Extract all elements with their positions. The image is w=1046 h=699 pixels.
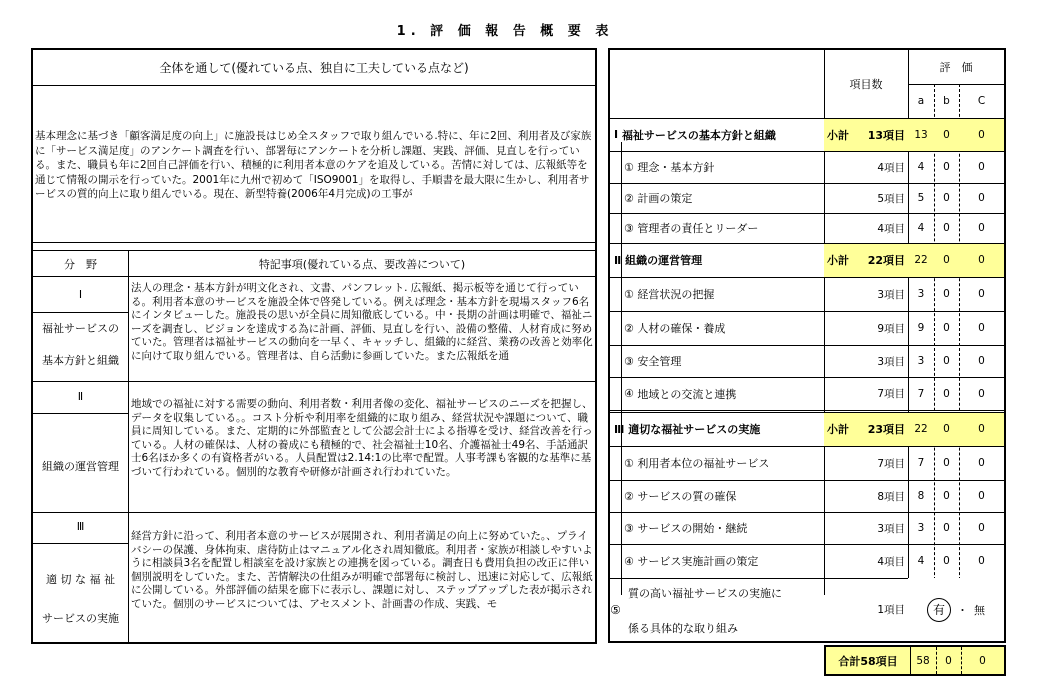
item-2-4 xyxy=(624,377,824,410)
item-3-3-a: 3 xyxy=(917,522,925,534)
selected-yes-mark: 有 xyxy=(927,598,951,622)
category-1-subtotal xyxy=(824,118,908,151)
category-1-numeral: Ⅰ xyxy=(614,128,619,141)
section-1-notes: 法人の理念・基本方針が明文化され、文書、パンフレット. 広報紙、掲示板等を通じて行っている。利用者本意のサービスを施設全体で啓発している。例えば理念・基本方針を現場スタッフ6名にインタビューした。施設長の思いが全員に周知徹底している。中・長期の計画は明確で、福祉ニーズを調査し、ビジョンを達成する為に計画、評価、見直しを行い、設備の整備、人材育成に努めていた。管理者は福祉サービスの動向を一早く、キャッチし、組織的に経営、業務の改善と効率化に向けて取り組んでいる。管理者は、自ら活動に参画していた。また広報紙を通 xyxy=(131,282,593,362)
category-1-a: 13 xyxy=(914,128,928,141)
item-3-1-c: 0 xyxy=(978,457,985,469)
category-3-numeral: Ⅲ xyxy=(614,422,625,436)
category-2-b: 0 xyxy=(943,254,950,266)
item-3-1-b: 0 xyxy=(943,457,950,469)
item-2-3-label: 安全管理 xyxy=(637,355,682,368)
category-3-title xyxy=(614,412,824,446)
section-separator xyxy=(33,512,595,513)
item-2-4-b: 0 xyxy=(943,387,950,400)
row-line xyxy=(610,410,1004,411)
evaluation-header: 評 価 xyxy=(939,61,973,74)
item-2-3-a: 3 xyxy=(917,355,925,367)
item-3-4-no: ④ xyxy=(624,554,634,568)
special-no: ⑤ xyxy=(610,602,621,617)
item-3-3 xyxy=(624,512,824,544)
category-2-numeral: Ⅱ xyxy=(614,253,622,267)
item-3-3-c: 0 xyxy=(978,522,985,534)
item-3-4-a: 4 xyxy=(917,555,925,567)
category-3-subtotal-count: 23項目 xyxy=(867,423,905,436)
item-2-2-b: 0 xyxy=(943,322,950,334)
category-3-label: 適切な福祉サービスの実施 xyxy=(628,423,761,436)
answer-no: 無 xyxy=(974,603,985,617)
subtotal-label: 小計 xyxy=(827,254,849,267)
spacer-row xyxy=(33,243,595,251)
item-1-3-c: 0 xyxy=(978,222,985,234)
section-2-numeral: Ⅱ xyxy=(77,390,84,403)
item-1-1-a: 4 xyxy=(917,161,925,173)
total-b: 0 xyxy=(945,654,952,667)
item-2-2-c: 0 xyxy=(978,322,985,334)
item-3-3-b: 0 xyxy=(943,522,950,534)
item-3-1-no: ① xyxy=(624,456,634,470)
total-row xyxy=(824,645,1006,676)
item-3-3-count: 3項目 xyxy=(877,522,905,535)
item-1-1-c: 0 xyxy=(978,161,985,173)
section-separator xyxy=(33,381,595,382)
category-2-subtotal-count: 22項目 xyxy=(867,254,905,267)
item-2-3 xyxy=(624,345,824,377)
col-b-header: b xyxy=(943,95,950,107)
item-1-3-label: 管理者の責任とリーダー xyxy=(637,222,759,235)
item-2-1 xyxy=(624,277,824,311)
special-label-1: 質の高い福祉サービスの実施に xyxy=(628,587,782,600)
item-1-2-a: 5 xyxy=(917,192,925,204)
item-3-4-count: 4項目 xyxy=(877,555,905,568)
item-1-3-no: ③ xyxy=(624,221,634,235)
category-3-c: 0 xyxy=(978,423,985,435)
item-3-2-b: 0 xyxy=(943,490,950,502)
category-3-a: 22 xyxy=(914,423,928,435)
item-3-4-c: 0 xyxy=(978,555,985,567)
section-1-subline xyxy=(33,312,128,313)
item-2-1-c: 0 xyxy=(978,288,985,300)
item-1-1-b: 0 xyxy=(943,161,950,173)
evaluation-table xyxy=(608,48,1006,643)
section-3-name-1: 適 切 な 福 祉 xyxy=(46,573,115,586)
special-count: 1項目 xyxy=(877,604,905,616)
item-2-3-count: 3項目 xyxy=(877,355,905,368)
item-1-3-count: 4項目 xyxy=(877,222,905,235)
item-1-1-label: 理念・基本方針 xyxy=(637,161,715,174)
item-3-2-c: 0 xyxy=(978,490,985,502)
category-1-label: 福祉サービスの基本方針と組織 xyxy=(621,128,776,142)
section-3-name-2: サービスの実施 xyxy=(42,612,119,625)
overall-text: 基本理念に基づき「顧客満足度の向上」に施設長はじめ全スタッフで取り組んでいる.特に、年に2回、利用者及び家族に「サービス満足度」のアンケート調査を行い、部署毎にアンケートを分析し課題、実践、評価、見直しを行っている。また、職員も年に2回自己評価を行い、積極的に利用者本意のケアを追及している。苦情に対しては、広報紙等を通じて情報の開示を行っていた。2001年に九州で初めて「ISO9001」を取得し、手順書を最大限に生かし、利用者サービスの質的向上に取り組んでいる。現在、新型特養(2006年4月完成)の工事が xyxy=(35,130,592,200)
category-1-c: 0 xyxy=(978,128,985,141)
column-divider xyxy=(128,251,129,642)
item-1-2 xyxy=(624,183,824,213)
item-3-1-label: 利用者本位の福祉サービス xyxy=(637,457,770,470)
item-1-3-a: 4 xyxy=(917,222,925,234)
category-1-subtotal-count: 13項目 xyxy=(867,128,905,142)
item-2-2-count: 9項目 xyxy=(877,322,905,335)
item-2-4-count: 7項目 xyxy=(877,388,905,400)
overall-header: 全体を通して(優れている点、独自に工夫している点など) xyxy=(33,50,595,86)
item-1-1 xyxy=(624,151,824,183)
item-3-1 xyxy=(624,446,824,480)
item-2-2-label: 人材の確保・養成 xyxy=(637,322,726,335)
item-1-3 xyxy=(624,213,824,243)
item-2-1-count: 3項目 xyxy=(877,288,905,301)
col-line-no xyxy=(621,142,622,595)
overall-summary xyxy=(33,86,595,243)
section-3-subline xyxy=(33,543,128,544)
item-2-1-no: ① xyxy=(624,287,634,301)
category-3-subtotal xyxy=(824,412,908,446)
item-1-2-count: 5項目 xyxy=(877,192,905,205)
item-3-1-count: 7項目 xyxy=(877,457,905,470)
section-3-notes: 経営方針に沿って、利用者本意のサービスが展開され、利用者満足の向上に努めていた。、プライバシーの保護、身体拘束、虐待防止はマニュアル化され周知徹底。利用者・家族が相談しやすいように相談員3名を配置し相談室を設け家族との連携を図っている。調査日も費用負担の改正に伴い個別説明をしていた。また、苦情解決の仕組みが明確で部署毎に検討し、迅速に対応して、広報紙に公開している。外部評価の結果を廊下に表示し、課題に対し、ステップアップした表が掲示されていた。個別のサービスについては、アセスメント、計画書の作成、実践、モ xyxy=(131,530,593,610)
overview-panel xyxy=(31,48,597,644)
field-column-header: 分 野 xyxy=(33,251,128,277)
item-3-4-b: 0 xyxy=(943,555,950,567)
section-1-name-2: 基本方針と組織 xyxy=(42,354,119,367)
item-1-2-c: 0 xyxy=(978,192,985,204)
special-label-2: 係る具体的な取り組み xyxy=(628,622,738,635)
category-1-title xyxy=(614,118,824,151)
col-c-header: C xyxy=(977,95,986,107)
answer-separator: ・ xyxy=(957,603,968,617)
item-1-2-no: ② xyxy=(624,191,634,205)
item-2-1-b: 0 xyxy=(943,288,950,300)
subtotal-label: 小計 xyxy=(827,423,849,436)
item-2-4-label: 地域との交流と連携 xyxy=(637,387,737,401)
item-2-3-c: 0 xyxy=(978,355,985,367)
category-3-b: 0 xyxy=(943,423,950,435)
item-1-2-label: 計画の策定 xyxy=(637,192,693,205)
items-count-header: 項目数 xyxy=(849,78,883,91)
item-2-3-no: ③ xyxy=(624,354,634,368)
item-3-3-no: ③ xyxy=(624,521,634,535)
item-2-1-label: 経営状況の把握 xyxy=(637,288,715,301)
subtotal-label: 小計 xyxy=(827,128,849,142)
category-2-label: 組織の運営管理 xyxy=(625,254,703,267)
category-2-title xyxy=(614,243,824,277)
item-1-1-no: ① xyxy=(624,160,634,174)
item-2-4-no: ④ xyxy=(624,387,634,400)
item-3-2-a: 8 xyxy=(917,490,925,502)
total-c: 0 xyxy=(979,654,986,667)
category-2-c: 0 xyxy=(978,254,985,266)
item-2-2 xyxy=(624,311,824,345)
notes-column-header: 特記事項(優れている点、要改善について) xyxy=(129,251,595,277)
section-1-name-1: 福祉サービスの xyxy=(42,322,119,335)
item-3-3-label: サービスの開始・継続 xyxy=(637,522,748,535)
item-3-4 xyxy=(624,544,824,578)
page-title: 1. 評 価 報 告 概 要 表 xyxy=(396,24,614,39)
item-2-2-a: 9 xyxy=(917,322,925,334)
special-answer xyxy=(908,578,1004,641)
item-2-3-b: 0 xyxy=(943,355,950,367)
item-3-4-label: サービス実施計画の策定 xyxy=(637,555,759,568)
section-1-numeral: Ⅰ xyxy=(78,288,83,301)
item-2-2-no: ② xyxy=(624,321,634,335)
section-3-numeral: Ⅲ xyxy=(76,520,85,533)
category-2-subtotal xyxy=(824,243,908,277)
item-3-2-label: サービスの質の確保 xyxy=(637,490,737,503)
item-1-2-b: 0 xyxy=(943,192,950,204)
section-2-name-1: 組織の運営管理 xyxy=(42,460,119,473)
item-3-2-count: 8項目 xyxy=(877,490,905,503)
item-2-1-a: 3 xyxy=(917,288,925,300)
category-1-b: 0 xyxy=(943,128,950,141)
total-label: 合計58項目 xyxy=(838,654,898,668)
category-2-a: 22 xyxy=(914,254,928,266)
section-2-notes: 地域での福祉に対する需要の動向、利用者数・利用者像の変化、福祉サービスのニーズを把握し、データを収集している。。コスト分析や利用率を組織的に取り組み、経営状況や課題について、職員に周知している。また、定期的に外部監査として公認会計士による指導を受け、経営改善を行っている。人材の確保は、人材の養成にも積極的で、社会福祉士10名、介護福祉士49名、手話通訳士6名ほか多くの有資格者がいる。人員配置は2.14:1の比率で配置。人事考課も客観的な基準に基づいて行われている。個別的な教育や研修が計画され行われていた。 xyxy=(131,398,593,478)
section-2-subline xyxy=(33,413,128,414)
total-a: 58 xyxy=(916,654,930,667)
item-1-1-count: 4項目 xyxy=(877,161,905,174)
item-3-2-no: ② xyxy=(624,489,634,503)
col-a-header: a xyxy=(917,95,925,107)
item-1-3-b: 0 xyxy=(943,222,950,234)
item-3-2 xyxy=(624,480,824,512)
item-2-4-a: 7 xyxy=(917,387,925,400)
item-2-4-c: 0 xyxy=(978,387,985,400)
item-3-1-a: 7 xyxy=(917,457,925,469)
